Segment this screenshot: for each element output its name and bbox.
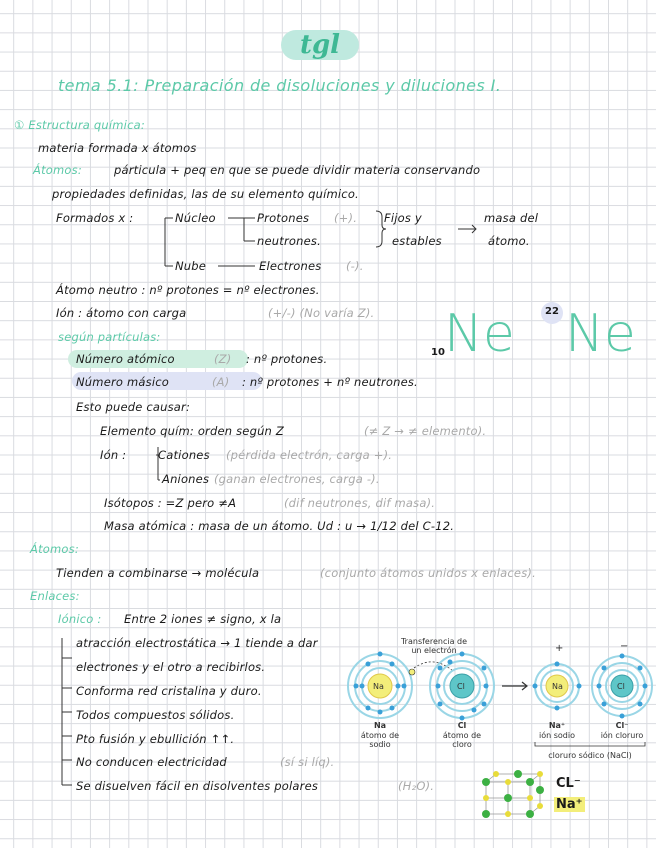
elemento-main: Elemento quím: orden según Z — [100, 424, 284, 438]
ionico-line6-main: No conducen electricidad — [76, 755, 227, 769]
cl-ion-core-label: Cl — [617, 682, 625, 691]
cationes-label: Cationes — [158, 448, 210, 462]
ionico-line3: Conforma red cristalina y duro. — [76, 684, 262, 698]
numero-masico-rest: : nº protones + nº neutrones. — [242, 375, 418, 389]
nucleo-label: Núcleo — [175, 211, 216, 225]
cl-ion-name: Cl⁻ — [615, 721, 629, 730]
section2-heading: Átomos: — [30, 542, 79, 556]
isotopos-gray: (dif neutrones, dif masa). — [284, 496, 436, 510]
atomo-label: átomo. — [488, 234, 530, 248]
atomos-def1: párticula + peq en que se puede dividir materia conservando — [114, 163, 481, 177]
ne-right-number: 22 — [545, 306, 559, 317]
cl-ion-sub: ión cloruro — [600, 731, 644, 740]
ionico-line1: atracción electrostática → 1 tiende a dar — [76, 636, 318, 650]
plus-sign: + — [555, 643, 564, 654]
numero-atomico-rest: : nº protones. — [246, 352, 328, 366]
elemento-gray: (≠ Z → ≠ elemento). — [364, 424, 487, 438]
aniones-gray: (ganan electrones, carga -). — [214, 472, 380, 486]
crystal-cl-label: CL⁻ — [556, 776, 581, 791]
protones-label: Protones — [257, 211, 310, 225]
minus-sign: − — [620, 641, 629, 652]
ion-main: Ión : átomo con carga — [56, 306, 187, 320]
ionico-label: Iónico : — [58, 612, 102, 626]
section3-heading: Enlaces: — [30, 589, 80, 603]
numero-atomico-z: (Z) — [214, 352, 232, 366]
na-ion-core-label: Na — [552, 682, 563, 691]
ionico-def: Entre 2 iones ≠ signo, x la — [124, 612, 282, 626]
cl-name: Cl — [457, 721, 467, 730]
ne-left-number: 10 — [431, 347, 445, 358]
ionico-line7-gray: (H₂O). — [398, 779, 435, 793]
masa-atomica: Masa atómica : masa de un átomo. Ud : u → 1/12 del C-12. — [104, 519, 455, 533]
page-title: tgl — [299, 30, 341, 60]
ionico-line5: Pto fusión y ebullición ↑↑. — [76, 732, 235, 746]
cl-core-label: Cl — [457, 682, 465, 691]
neutrones-label: neutrones. — [257, 234, 321, 248]
aniones-label: Aniones — [162, 472, 210, 486]
line-materia: materia formada x átomos — [38, 141, 197, 155]
fijos-label: Fijos y — [384, 211, 422, 225]
numero-masico-a: (A) — [212, 375, 230, 389]
tienden-gray: (conjunto átomos unidos x enlaces). — [320, 566, 536, 580]
segun-particulas: según partículas: — [58, 330, 161, 344]
na-core-label: Na — [373, 682, 384, 691]
ionico-line6-gray: (sí si líq). — [280, 755, 335, 769]
atomos-def2: propiedades definidas, las de su elemento químico. — [52, 187, 359, 201]
ionico-line2: electrones y el otro a recibirlos. — [76, 660, 266, 674]
cl-sub: átomo de cloro — [442, 731, 482, 749]
subtitle: tema 5.1: Preparación de disoluciones y diluciones I. — [58, 76, 502, 95]
section1-heading: ① Estructura química: — [14, 118, 145, 132]
ion2-label: Ión : — [100, 448, 127, 462]
tienden-main: Tienden a combinarse → molécula — [56, 566, 260, 580]
ne-left-symbol: Ne — [444, 304, 515, 364]
na-ion-name: Na⁺ — [548, 721, 566, 730]
isotopos-main: Isótopos : =Z pero ≠A — [104, 496, 237, 510]
ne-right-symbol: Ne — [565, 304, 636, 364]
electrones-label: Electrones — [259, 259, 322, 273]
na-sub: átomo de sodio — [360, 731, 400, 749]
cationes-gray: (pérdida electrón, carga +). — [226, 448, 393, 462]
formados-label: Formados x : — [56, 211, 134, 225]
ionico-line4: Todos compuestos sólidos. — [76, 708, 235, 722]
masa-del-label: masa del — [484, 211, 539, 225]
atomo-neutro: Átomo neutro : nº protones = nº electrones. — [56, 283, 320, 297]
crystal-atoms — [482, 770, 544, 818]
electrones-sign: (-). — [346, 259, 364, 273]
na-name: Na — [373, 721, 387, 730]
esto-puede-causar: Esto puede causar: — [76, 400, 191, 414]
crystal-na-label: Na⁺ — [556, 797, 583, 812]
ionico-line7-main: Se disuelven fácil en disolventes polares — [76, 779, 319, 793]
protones-sign: (+). — [334, 211, 358, 225]
na-ion-sub: ión sodio — [539, 731, 575, 740]
atomos-label: Átomos: — [33, 163, 82, 177]
nacl-label: cloruro sódico (NaCl) — [548, 751, 632, 760]
nube-label: Nube — [175, 259, 207, 273]
numero-masico-label: Número másico — [76, 375, 169, 389]
ion-gray: (+/-) (No varía Z). — [268, 306, 375, 320]
transfer-label: Transferencia de un electrón — [400, 637, 468, 655]
estables-label: estables — [392, 234, 442, 248]
numero-atomico-label: Número atómico — [76, 352, 175, 366]
